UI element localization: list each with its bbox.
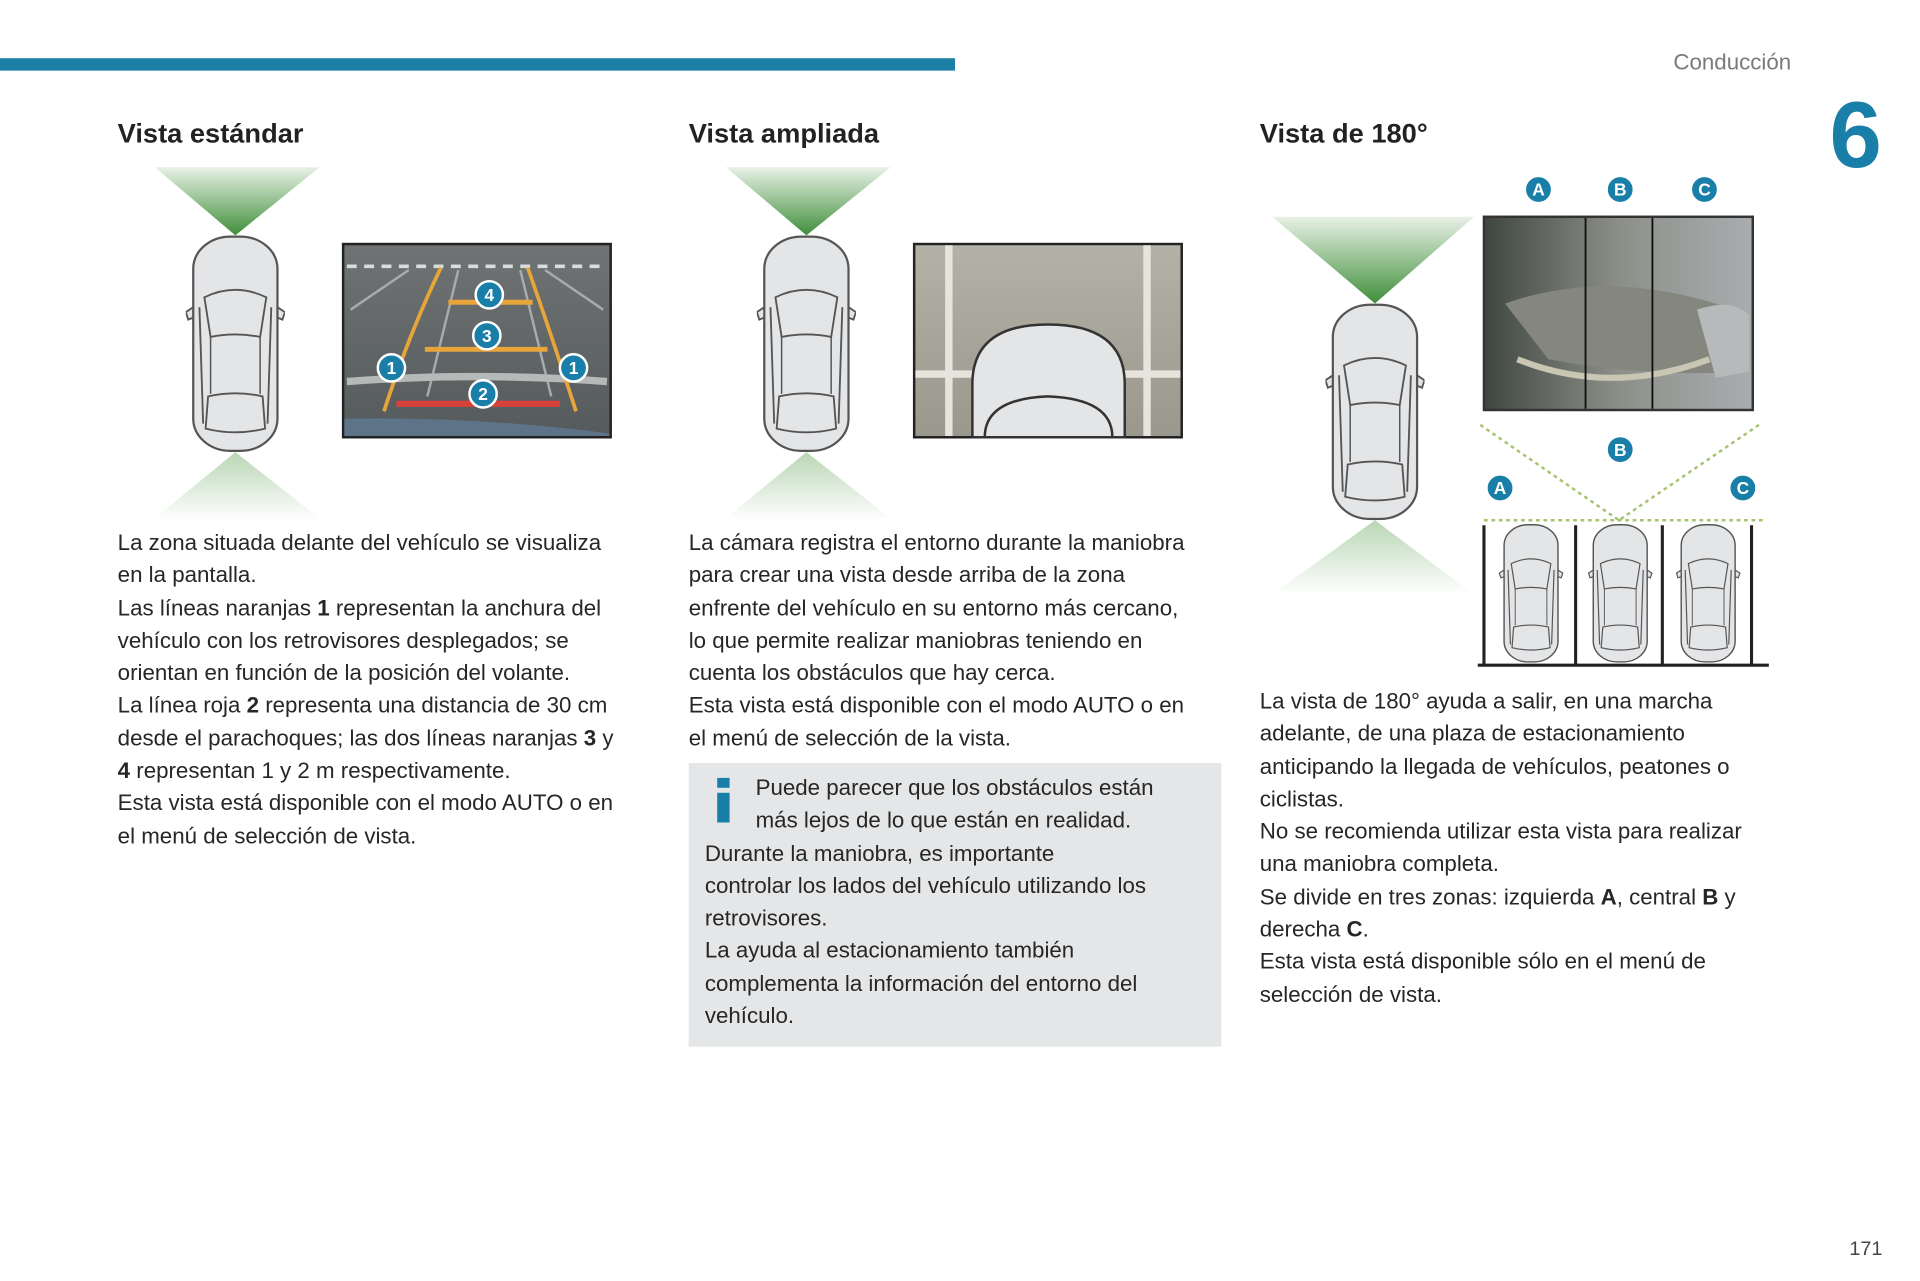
car-icon — [757, 237, 856, 451]
text-segment: . — [1362, 916, 1369, 942]
bold-reference: 1 — [317, 595, 330, 621]
vista-estandar-description — [118, 526, 614, 852]
text-line — [1260, 718, 1742, 751]
180-view-diagram — [1474, 171, 1771, 673]
text-segment: Puede parecer que los obstáculos están — [755, 775, 1154, 801]
text-segment: controlar los lados del vehículo utilizando los — [704, 873, 1147, 898]
text-line — [1260, 815, 1742, 848]
bold-reference: A — [1600, 884, 1617, 909]
text-segment: y — [1718, 884, 1736, 909]
text-line — [1260, 783, 1742, 816]
text-segment: La ayuda al estacionamiento también — [704, 938, 1075, 964]
text-segment: La cámara registra el entorno durante la maniobra — [688, 530, 1185, 555]
rear-field-cone — [152, 452, 322, 520]
zoom-view-screen — [914, 244, 1182, 437]
text-line — [118, 820, 614, 853]
text-segment: Esta vista está disponible con el modo AUTO o en — [688, 693, 1185, 718]
car-180-camera-diagram — [1272, 217, 1474, 595]
heading-vista-ampliada: Vista ampliada — [688, 117, 880, 149]
bold-reference: 2 — [246, 693, 260, 718]
info-note-text — [705, 772, 1154, 1033]
text-segment: representa una distancia de 30 cm — [259, 693, 608, 718]
bold-reference: 4 — [117, 758, 131, 783]
text-segment: Durante la maniobra, es importante — [704, 840, 1055, 866]
text-segment: para crear una vista desde arriba de la zona — [688, 562, 1126, 588]
text-line — [118, 754, 614, 787]
car-icon — [1325, 305, 1424, 519]
text-segment: derecha — [1259, 916, 1347, 942]
chapter-number: 6 — [1829, 82, 1882, 189]
badge-label: 1 — [386, 358, 397, 379]
text-line — [1260, 685, 1742, 718]
car-icon — [186, 237, 285, 451]
parked-car-icon — [1676, 525, 1739, 662]
text-segment: en la pantalla. — [117, 562, 257, 588]
text-line — [705, 869, 1154, 902]
text-segment: adelante, de una plaza de estacionamiento — [1259, 721, 1685, 747]
camera-field-cone — [1272, 217, 1474, 304]
bold-reference: B — [1702, 884, 1719, 909]
text-segment: Se divide en tres zonas: izquierda — [1259, 884, 1601, 909]
text-segment: La zona situada delante del vehículo se visualiza — [117, 530, 602, 555]
vista-180-description — [1260, 685, 1742, 1011]
text-line — [118, 657, 614, 690]
text-line — [705, 935, 1154, 968]
text-line — [689, 624, 1185, 657]
badge-label: A — [1532, 179, 1545, 200]
badge-label: C — [1698, 179, 1711, 200]
heading-vista-estandar: Vista estándar — [117, 117, 304, 149]
text-segment: el menú de selección de la vista. — [688, 725, 1011, 751]
parked-car-icon — [1499, 525, 1562, 662]
text-segment: el menú de selección de vista. — [117, 823, 417, 849]
text-line — [118, 526, 614, 559]
text-line — [118, 787, 614, 820]
badge-label: 1 — [568, 358, 579, 379]
text-segment: cuenta los obstáculos que hay cerca. — [688, 660, 1056, 686]
badge-label: B — [1613, 179, 1627, 200]
callout-badge — [1729, 474, 1756, 501]
text-segment: No se recomienda utilizar esta vista para realizar — [1259, 819, 1742, 844]
text-line — [689, 689, 1185, 722]
callout-badge — [1525, 176, 1552, 203]
car-front-camera-diagram — [152, 167, 322, 520]
text-segment: lo que permite realizar maniobras teniendo en — [688, 627, 1143, 653]
text-segment: desde el parachoques; las dos líneas naranjas — [117, 725, 584, 751]
callout-badge — [473, 322, 500, 349]
text-line — [705, 902, 1154, 935]
callout-badge — [1691, 176, 1718, 203]
badge-label: 3 — [481, 325, 492, 346]
camera-field-cone — [155, 167, 320, 235]
car-front-overhead — [972, 325, 1124, 438]
text-segment: representan la anchura del — [329, 595, 602, 621]
text-segment: y — [596, 725, 614, 751]
parked-car-icon — [1589, 525, 1652, 662]
text-segment: complementa la información del entorno del — [704, 970, 1138, 996]
vista-ampliada-description — [689, 526, 1185, 754]
rear-field-cone — [1272, 520, 1474, 594]
text-line — [118, 624, 614, 657]
callout-badge — [378, 354, 405, 381]
text-segment: anticipando la llegada de vehículos, peatones o — [1259, 753, 1730, 779]
text-line — [1260, 880, 1742, 913]
header-accent-bar — [0, 58, 955, 70]
heading-vista-180: Vista de 180° — [1259, 117, 1428, 149]
text-line — [1260, 750, 1742, 783]
text-line — [1260, 848, 1742, 881]
callout-badge — [1607, 176, 1634, 203]
text-line — [705, 1000, 1154, 1033]
callout-badge — [476, 281, 503, 308]
callout-badge — [469, 380, 496, 407]
callout-badge — [560, 354, 587, 381]
text-segment: Las líneas naranjas — [117, 595, 318, 621]
car-front-camera-diagram — [723, 167, 893, 520]
text-line — [118, 689, 614, 722]
text-line — [705, 837, 1154, 870]
text-segment: Esta vista está disponible con el modo AUTO o en — [117, 790, 614, 816]
text-line — [1260, 913, 1742, 946]
badge-label: B — [1613, 439, 1627, 460]
text-segment: selección de vista. — [1259, 981, 1442, 1007]
text-segment: , central — [1616, 884, 1703, 909]
text-line — [1260, 978, 1742, 1011]
text-line — [689, 657, 1185, 690]
text-segment: retrovisores. — [704, 905, 828, 931]
text-segment: representan 1 y 2 m respectivamente. — [130, 758, 511, 783]
text-segment: una maniobra completa. — [1259, 851, 1499, 877]
text-segment: Esta vista está disponible sólo en el menú de — [1259, 949, 1706, 975]
section-title: Conducción — [1673, 49, 1792, 75]
standard-view-screen — [343, 244, 611, 437]
badge-label: 4 — [484, 285, 495, 306]
text-line — [1260, 946, 1742, 979]
callout-badge — [1607, 436, 1634, 463]
text-line — [689, 526, 1185, 559]
page-number: 171 — [1849, 1238, 1883, 1260]
text-line — [118, 592, 614, 625]
badge-label: 2 — [478, 384, 488, 405]
rear-field-cone — [723, 452, 893, 520]
text-line — [705, 804, 1154, 837]
text-segment: vehículo. — [704, 1003, 795, 1029]
text-segment: vehículo con los retrovisores desplegados; se — [117, 627, 569, 653]
text-line — [689, 722, 1185, 755]
text-line — [118, 722, 614, 755]
text-segment: enfrente del vehículo en su entorno más cercano, — [688, 595, 1179, 621]
text-segment: más lejos de lo que están en realidad. — [755, 808, 1132, 833]
text-line — [689, 592, 1185, 625]
badge-label: C — [1736, 478, 1750, 499]
text-segment: orientan en función de la posición del volante. — [117, 660, 571, 686]
bold-reference: C — [1346, 916, 1363, 942]
text-segment: La vista de 180° ayuda a salir, en una marcha — [1259, 688, 1713, 714]
camera-field-cone — [726, 167, 891, 235]
text-line — [705, 772, 1154, 805]
text-line — [118, 559, 614, 592]
text-line — [705, 967, 1154, 1000]
callout-badge — [1486, 474, 1513, 501]
text-line — [689, 559, 1185, 592]
text-segment: La línea roja — [117, 693, 247, 718]
info-note-box — [689, 763, 1222, 1047]
text-segment: ciclistas. — [1259, 786, 1345, 812]
bold-reference: 3 — [583, 725, 597, 751]
badge-label: A — [1493, 478, 1507, 499]
